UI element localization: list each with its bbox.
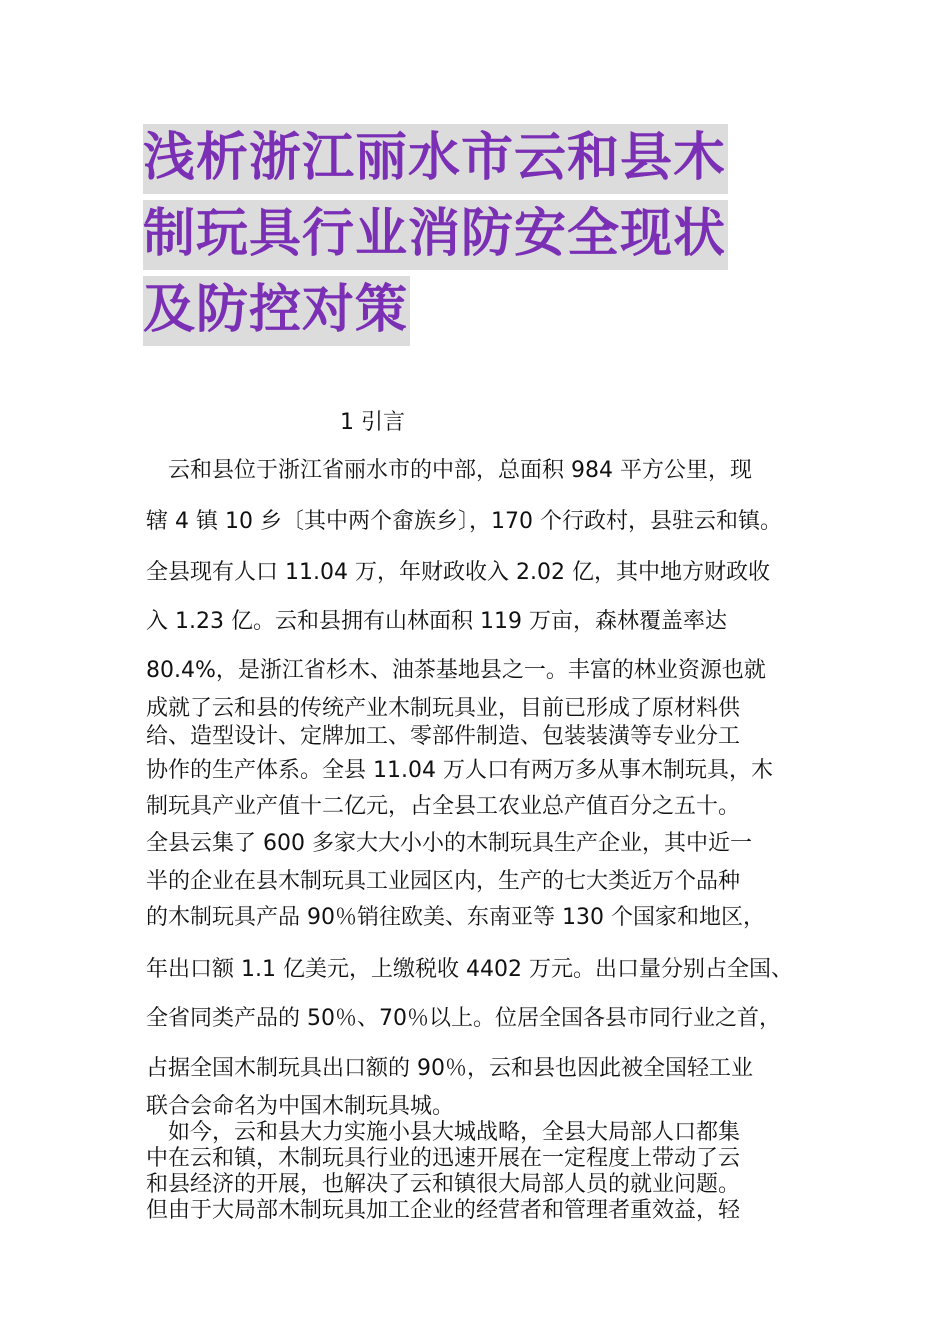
body-line: 占据全国木制玩具出口额的 90％，云和县也因此被全国轻工业 — [146, 1056, 753, 1081]
title-line-2: 制玩具行业消防安全现状 — [143, 200, 728, 270]
body-line: 全县云集了 600 多家大大小小的木制玩具生产企业，其中近一 — [146, 831, 752, 856]
body-line: 年出口额 1.1 亿美元，上缴税收 4402 万元。出口量分别占全国、 — [146, 957, 793, 982]
body-line: 中在云和镇，木制玩具行业的迅速开展在一定程度上带动了云 — [146, 1146, 741, 1171]
body-line: 全省同类产品的 50％、70％以上。位居全国各县市同行业之首， — [146, 1006, 781, 1031]
body-line: 和县经济的开展，也解决了云和镇很大局部人员的就业问题。 — [146, 1172, 741, 1197]
body-line: 入 1.23 亿。云和县拥有山林面积 119 万亩，森林覆盖率达 — [146, 609, 727, 634]
body-line: 如今，云和县大力实施小县大城战略，全县大局部人口都集 — [146, 1120, 741, 1145]
body-line: 给、造型设计、定牌加工、零部件制造、包装装潢等专业分工 — [146, 724, 741, 749]
body-line: 的木制玩具产品 90％销往欧美、东南亚等 130 个国家和地区， — [146, 905, 765, 930]
title-line-1: 浅析浙江丽水市云和县木 — [143, 124, 728, 194]
body-line: 80.4%，是浙江省杉木、油茶基地县之一。丰富的林业资源也就 — [146, 658, 766, 683]
body-line: 但由于大局部木制玩具加工企业的经营者和管理者重效益，轻 — [146, 1198, 741, 1223]
body-line: 成就了云和县的传统产业木制玩具业，目前已形成了原材料供 — [146, 696, 741, 721]
section-heading: 1 引言 — [340, 410, 405, 435]
body-line: 云和县位于浙江省丽水市的中部，总面积 984 平方公里，现 — [146, 458, 752, 483]
body-line: 制玩具产业产值十二亿元，占全县工农业总产值百分之五十。 — [146, 794, 741, 819]
title-line-3: 及防控对策 — [143, 276, 410, 346]
body-line: 全县现有人口 11.04 万，年财政收入 2.02 亿，其中地方财政收 — [146, 560, 770, 585]
body-line: 协作的生产体系。全县 11.04 万人口有两万多从事木制玩具，木 — [146, 758, 773, 783]
body-line: 联合会命名为中国木制玩具城。 — [146, 1094, 455, 1119]
body-line: 半的企业在县木制玩具工业园区内，生产的七大类近万个品种 — [146, 869, 741, 894]
body-line: 辖 4 镇 10 乡〔其中两个畲族乡〕，170 个行政村，县驻云和镇。 — [146, 509, 782, 534]
